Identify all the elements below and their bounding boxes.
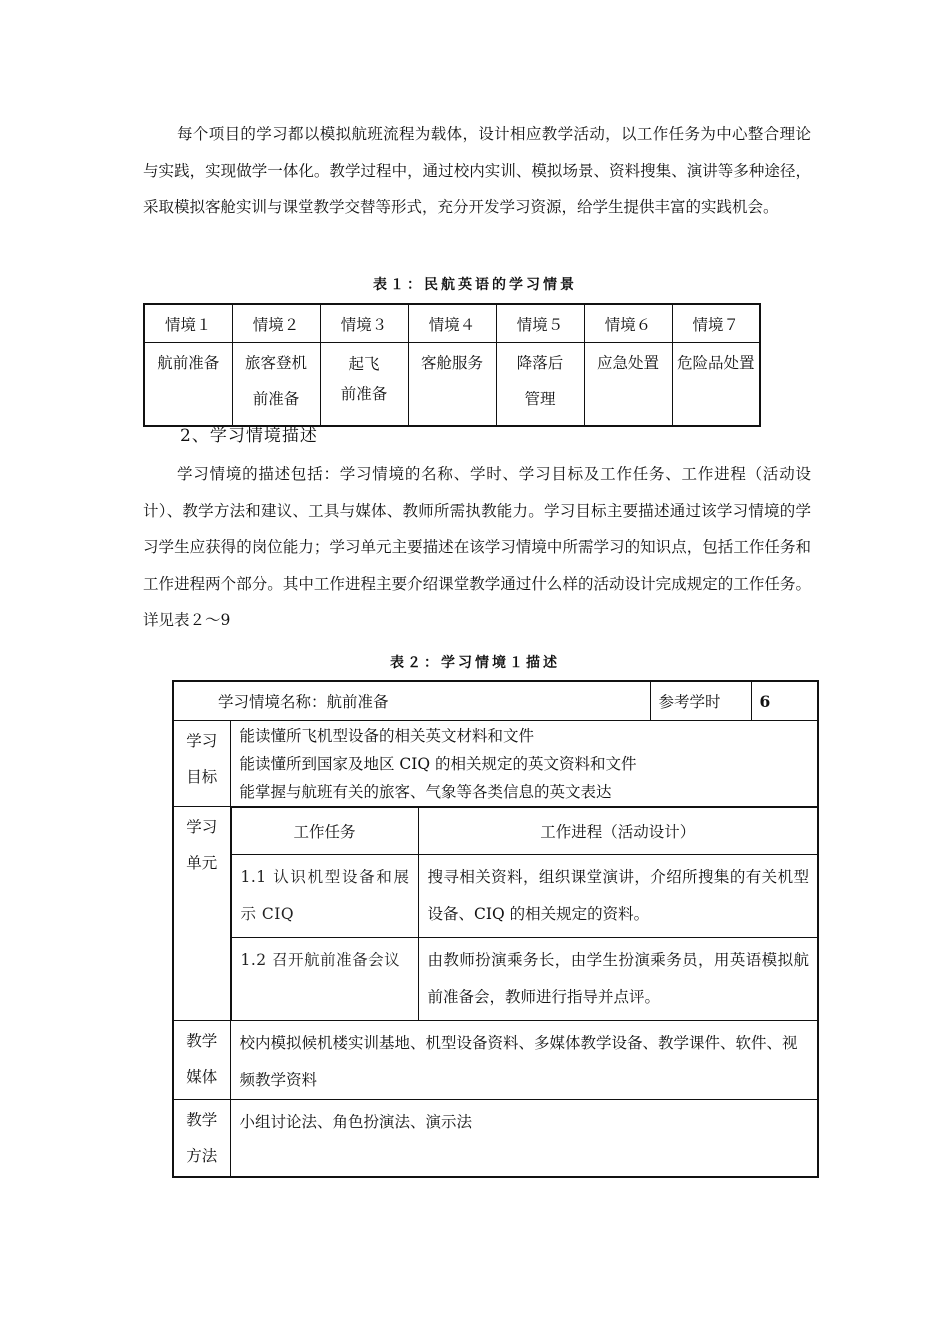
situation-value: 应急处置: [584, 343, 672, 427]
units-table: [231, 807, 818, 1020]
situation1-description-table: [172, 680, 819, 1178]
methods-label: 教学 方法: [173, 1100, 230, 1177]
situation-value: 客舱服务: [408, 343, 496, 427]
media-label: 教学 媒体: [173, 1021, 230, 1100]
units-cell: [230, 807, 818, 1021]
intro-paragraph: 每个项目的学习都以模拟航班流程为载体，设计相应教学活动，以工作任务为中心整合理论与实践，实现做学一体化。教学过程中，通过校内实训、模拟场景、资料搜集、演讲等多种途径，采取模拟客舱实训与课堂教学交替等形式，充分开发学习资源，给学生提供丰富的实践机会。: [143, 125, 811, 216]
unit-process: 搜寻相关资料，组织课堂演讲，介绍所搜集的有关机型设备、CIQ 的相关规定的资料。: [418, 855, 817, 938]
situation-header: 情境３: [320, 304, 408, 343]
situation-header: 情境６: [584, 304, 672, 343]
situation-value: 危险品处置: [672, 343, 760, 427]
process-header: 工作进程（活动设计）: [418, 808, 817, 855]
situation-header: 情境１: [144, 304, 232, 343]
situation-value: 起飞 前准备: [320, 343, 408, 427]
unit-task: 1.2 召开航前准备会议: [231, 938, 418, 1021]
description-paragraph: 学习情境的描述包括：学习情境的名称、学时、学习目标及工作任务、工作进程（活动设计）、教学方法和建议、工具与媒体、教师所需执教能力。学习目标主要描述通过该学习情境的学习学生应获得的岗位能力；学习单元主要描述在该学习情境中所需学习的知识点，包括工作任务和工作进程两个部分。其中工作进程主要介绍课堂教学通过什么样的活动设计完成规定的工作任务。详见表２～9: [143, 465, 811, 629]
goal-item: 能掌握与航班有关的旅客、气象等各类信息的英文表达: [239, 783, 612, 801]
situation-header: 情境２: [232, 304, 320, 343]
hours-value: 6: [751, 681, 818, 721]
task-header: 工作任务: [231, 808, 418, 855]
situation-name: 学习情境名称：航前准备: [173, 681, 650, 721]
hours-label: 参考学时: [650, 681, 751, 721]
unit-task: 1.1 认识机型设备和展示 CIQ: [231, 855, 418, 938]
goals-label: 学习 目标: [173, 721, 230, 807]
situation-header: 情境４: [408, 304, 496, 343]
unit-process: 由教师扮演乘务长，由学生扮演乘务员，用英语模拟航前准备会，教师进行指导并点评。: [418, 938, 817, 1021]
situation-value: 航前准备: [144, 343, 232, 427]
situation-value: 旅客登机 前准备: [232, 343, 320, 427]
situation-header: 情境７: [672, 304, 760, 343]
media-text: 校内模拟候机楼实训基地、机型设备资料、多媒体教学设备、教学课件、软件、视频教学资料: [230, 1021, 818, 1100]
situation-value: 降落后 管理: [496, 343, 584, 427]
learning-situations-table: [143, 303, 761, 427]
goal-item: 能读懂所到国家及地区 CIQ 的相关规定的英文资料和文件: [239, 755, 637, 773]
goals-list: [230, 721, 818, 807]
goal-item: 能读懂所飞机型设备的相关英文材料和文件: [239, 727, 535, 745]
table2-caption: 表２：学习情境１描述: [390, 655, 560, 671]
situation-header: 情境５: [496, 304, 584, 343]
units-label: 学习 单元: [173, 807, 230, 1021]
section-heading: 2、学习情境描述: [180, 426, 318, 446]
table1-caption: 表１：民航英语的学习情景: [373, 277, 577, 293]
methods-text: 小组讨论法、角色扮演法、演示法: [230, 1100, 818, 1177]
